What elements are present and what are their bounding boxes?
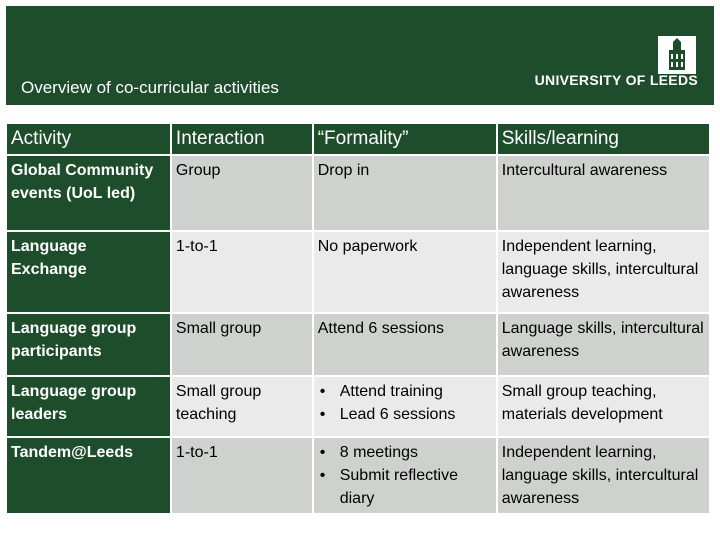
interaction-cell: Group [172, 156, 312, 230]
interaction-cell: Small group [172, 314, 312, 375]
table-header-row [7, 124, 709, 154]
formality-cell [314, 438, 496, 513]
table-row [7, 377, 709, 436]
activity-cell: Language group leaders [7, 377, 170, 436]
table-row [7, 156, 709, 230]
list-item: • Attend training [318, 380, 492, 403]
activities-table [5, 122, 711, 515]
column-header-interaction: Interaction [172, 124, 312, 154]
formality-cell: No paperwork [314, 232, 496, 312]
activity-cell: Global Community events (UoL led) [7, 156, 170, 230]
formality-cell: Drop in [314, 156, 496, 230]
formality-list [318, 441, 492, 510]
column-header-skills: Skills/learning [498, 124, 709, 154]
table-row [7, 232, 709, 312]
skills-cell: Small group teaching, materials development [498, 377, 709, 436]
list-item: • Submit reflective diary [318, 464, 492, 510]
interaction-cell: Small group teaching [172, 377, 312, 436]
skills-cell: Independent learning, language skills, intercultural awareness [498, 232, 709, 312]
column-header-activity: Activity [7, 124, 170, 154]
column-header-formality: “Formality” [314, 124, 496, 154]
list-item: • 8 meetings [318, 441, 492, 464]
university-logo-text: UNIVERSITY OF LEEDS [534, 72, 698, 88]
formality-list [318, 380, 492, 426]
formality-cell: Attend 6 sessions [314, 314, 496, 375]
page-title: Overview of co-curricular activities [21, 78, 279, 97]
table-row [7, 314, 709, 375]
skills-cell: Language skills, intercultural awareness [498, 314, 709, 375]
list-item: • Lead 6 sessions [318, 403, 492, 426]
skills-cell: Independent learning, language skills, intercultural awareness [498, 438, 709, 513]
activity-cell: Tandem@Leeds [7, 438, 170, 513]
activity-cell: Language group participants [7, 314, 170, 375]
interaction-cell: 1-to-1 [172, 438, 312, 513]
interaction-cell: 1-to-1 [172, 232, 312, 312]
activity-cell: Language Exchange [7, 232, 170, 312]
university-tower-icon [658, 36, 696, 74]
table-row [7, 438, 709, 513]
formality-cell [314, 377, 496, 436]
skills-cell: Intercultural awareness [498, 156, 709, 230]
header-banner [6, 6, 714, 105]
